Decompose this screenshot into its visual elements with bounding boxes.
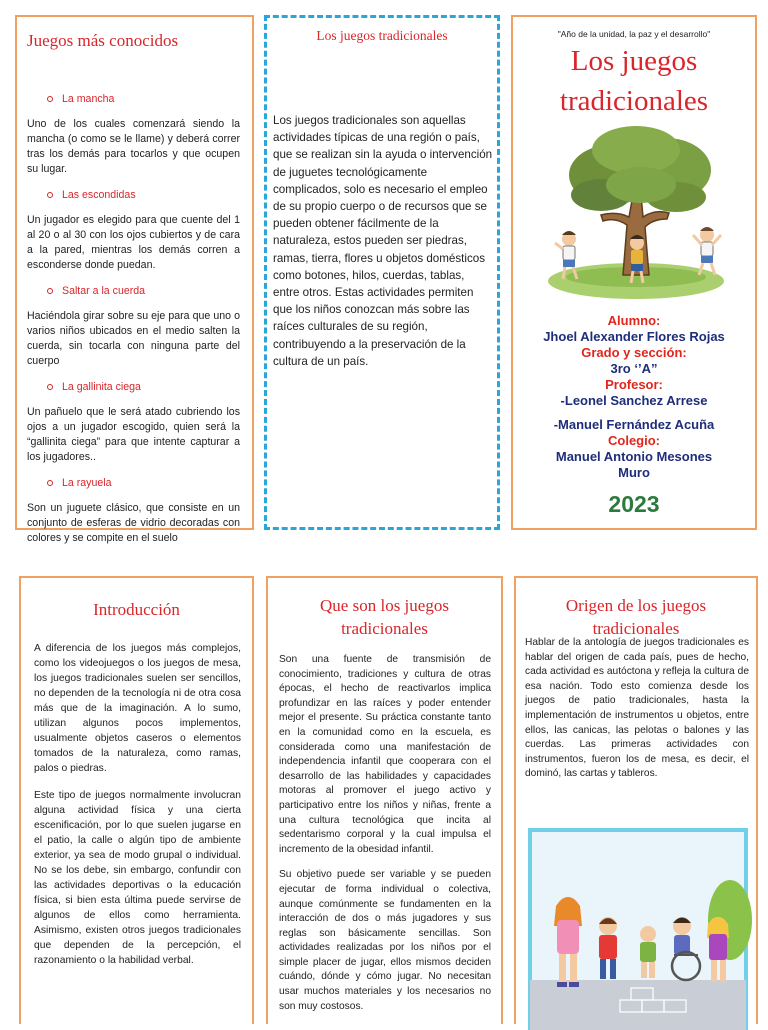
circle-bullet-icon [47, 288, 53, 294]
motto: "Año de la unidad, la paz y el desarrollo" [557, 29, 711, 39]
panel-title-line1: Origen de los juegos [565, 596, 707, 615]
school-label: Colegio: [608, 433, 660, 448]
paragraph: Hablar de la antología de juegos tradicionales es hablar del origen de cada país, pues de hecho, cada actividad es autóctona y refleja la cultura de esa nación. Todo esto comienza desde los juegos de patio tradicionales, hasta la implementación de instrumentos u objetos, entre ellos, las canicas, las pelotas o balones y las cuerdas. Las primeras actividades con instrumentos, fueron los de mesa, es decir, el dominó, las cartas y tableros. [525, 637, 749, 780]
circle-bullet-icon [47, 96, 53, 102]
panel-cover [511, 15, 757, 530]
tree-children-illustration [541, 125, 731, 305]
list-item: La mancha [47, 93, 240, 105]
panel-title: Los juegos tradicionales [316, 28, 448, 43]
panel-body: Los juegos tradicionales son aquellas actividades típicas de una región o país, que se realizan sin la ayuda o intervención de juguetes tecnológicamente complicados, solo es necesario el empleo de su propio cuerpo o de recursos que se pueden obtener fácilmente de la naturaleza, estos pueden ser piedras, ramas, tierra, flores u objetos domésticos como botones, hilos, cuerdas, tablas, entre otros. Estas actividades permiten que los niños conozcan más sobre las raíces culturales de su región, contribuyendo a la preservación de la cultura de un país. [273, 114, 493, 368]
circle-bullet-icon [47, 384, 53, 390]
list-item: Saltar a la cuerda [47, 285, 240, 297]
list-item: Las escondidas [47, 189, 240, 201]
teacher-1: -Leonel Sanchez Arrese [560, 393, 708, 408]
paragraph: Su objetivo puede ser variable y se pueden ejecutar de forma individual o colectiva, aunque comúnmente se fundamenten en la interacción de dos o más jugadores y sus reglas son básicamente sencillas. Son actividades realizadas por los niños por el simple placer de jugar, ellos mismos deciden cuándo, dónde y cómo jugar. No necesitan usar muchos materiales y los necesarios no son muy costosos. [279, 869, 491, 1012]
school-line-1: Manuel Antonio Mesones [555, 449, 713, 464]
paragraph: Son una fuente de transmisión de conocimiento, tradiciones y cultura de otras épocas, el hecho de reactivarlos implica profundizar en las raíces y poder entender mejor el presente. Su práctica constante tanto en la comunidad como en la escuela, es considerada como una manifestación de independencia infantil que cooperara con el desarrollo de las habilidades y capacidades motoras al promover el juego activo y participativo entre los niños y niñas, frente a una cultura tecnológica que incita al sedentarismo corporal y la cual impulsa el incremento de la obesidad infantil. [279, 654, 491, 855]
panel-introduccion [19, 576, 254, 1024]
student-label: Alumno: [607, 313, 661, 328]
panel-title: Introducción [93, 600, 180, 619]
panel-que-son [266, 576, 503, 1024]
grade-label: Grado y sección: [581, 345, 687, 360]
school-line-2: Muro [618, 465, 650, 480]
game-description: Uno de los cuales comenzará siendo la mancha (o como se le llame) y deberá correr tras los demás para tocarlos y que ocupen su lugar. [27, 118, 240, 175]
circle-bullet-icon [47, 480, 53, 486]
cover-info [513, 313, 755, 481]
panel-title-line2: tradicionales [592, 619, 680, 638]
game-description: Son un juguete clásico, que consiste en un conjunto de esferas de vidrio decoradas con colores y se compite en el suelo [27, 502, 240, 544]
panel-title-line1: Que son los juegos [320, 596, 449, 615]
children-playing-illustration [530, 830, 746, 1030]
panel-body [279, 653, 491, 1014]
panel-title: Juegos más conocidos [27, 31, 179, 50]
grade-value: 3ro ‘’A” [610, 361, 658, 376]
cover-title-line1: Los juegos [570, 45, 698, 77]
panel-origen [514, 576, 758, 1024]
circle-bullet-icon [47, 192, 53, 198]
game-description: Un pañuelo que le será atado cubriendo los ojos a un jugador escogido, quien será la “gallinita ciega” para que intente capturar a los jugadores.. [27, 406, 240, 463]
paragraph: A diferencia de los juegos más complejos, como los videojuegos o los juegos de mesa, los juegos tradicionales suelen ser sencillos, no dependen de la tecnología ni de otra cosa más que de la imaginación. A lo sumo, utilizan algunos pocos implementos, usualmente objetos caseros o elementos tomados de la naturaleza, como ramas, palos o piedras. [34, 643, 241, 774]
list-item: La gallinita ciega [47, 381, 240, 393]
cover-title-line2: tradicionales [559, 85, 709, 117]
game-description: Haciéndola girar sobre su eje para que uno o varios niños ubicados en el medio salten la cuerda, sin tocarla con ninguna parte del cuerpo [27, 310, 240, 367]
game-description: Un jugador es elegido para que cuente del 1 al 20 o al 30 con los ojos cubiertos y de cara a la pared, mientras los demás corren a esconderse donde puedan. [27, 214, 240, 271]
teacher-2: -Manuel Fernández Acuña [553, 417, 715, 432]
games-list [27, 93, 240, 546]
year: 2023 [608, 491, 660, 517]
panel-juegos-conocidos [15, 15, 254, 544]
student-name: Jhoel Alexander Flores Rojas [543, 329, 725, 344]
panel-body [34, 641, 241, 968]
panel-title-line2: tradicionales [341, 619, 428, 638]
list-item: La rayuela [47, 477, 240, 489]
teacher-label: Profesor: [605, 377, 663, 392]
paragraph: Este tipo de juegos normalmente involucran alguna actividad física y una cierta escenificación, por lo que suelen jugarse en el patio, la calle o algún tipo de ambiente exterior, ya sea de modo grupal o individual. No se los debe, sin embargo, confundir con las actividades deportivas o la educación física, si bien esta última puede servirse de algunos de ellos como herramienta. Asimismo, existen otros juegos tradicionales que dependen de la percepción, el razonamiento o la habilidad verbal. [34, 790, 241, 966]
panel-juegos-tradicionales [264, 15, 500, 530]
